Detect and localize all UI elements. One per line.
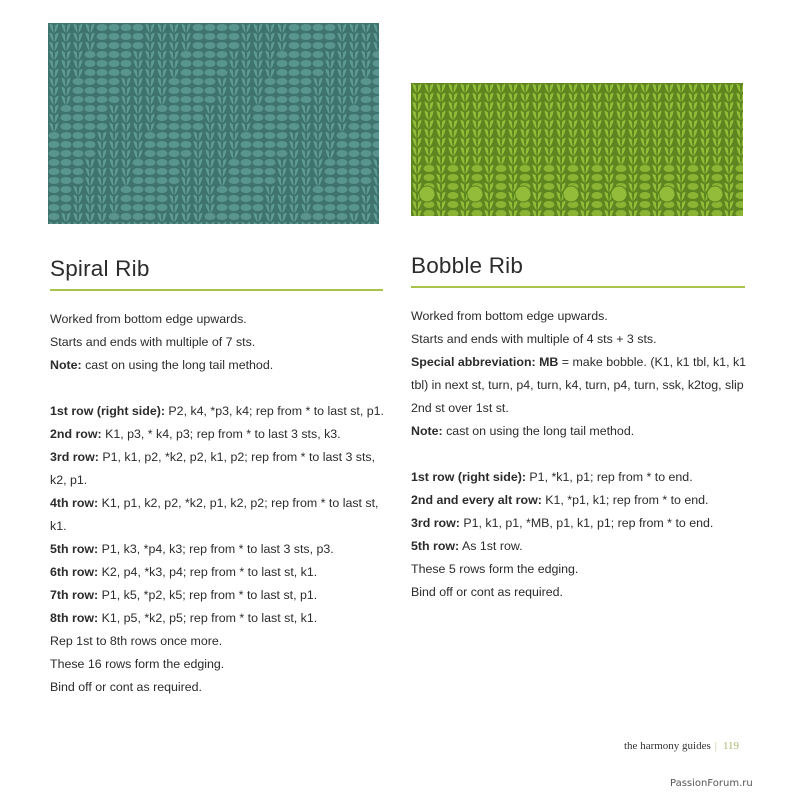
spiral-rows-line: [50, 676, 385, 699]
bobble-intro-label: Note:: [411, 424, 443, 438]
page-number: 119: [722, 740, 740, 752]
spiral-rows-text: K1, p3, * k4, p3; rep from * to last 3 sts, k3.: [101, 427, 341, 441]
spiral-intro-label: Note:: [50, 358, 82, 372]
spiral-rows-text: P1, k3, *p4, k3; rep from * to last 3 sts, p3.: [98, 542, 334, 556]
bobble-intro-line: [411, 351, 751, 420]
bobble-intro-line: [411, 328, 751, 351]
spiral-rows-line: [50, 446, 385, 492]
bobble-rows-line: [411, 558, 751, 581]
spiral-rows-line: [50, 561, 385, 584]
spiral-rows-label: 5th row:: [50, 542, 99, 556]
bobble-rows-text: Bind off or cont as required.: [411, 585, 563, 599]
bobble-rows-line: [411, 466, 751, 489]
bobble-rib-swatch-image: [411, 83, 743, 216]
bobble-rib-title-rule: [411, 286, 745, 288]
bobble-intro-text: Worked from bottom edge upwards.: [411, 309, 608, 323]
bobble-rib-instructions: [411, 305, 751, 604]
spiral-rows-label: 8th row:: [50, 611, 99, 625]
bobble-rows-line: [411, 535, 751, 558]
spiral-rows-text: P1, k5, *p2, k5; rep from * to last st, p1.: [98, 588, 318, 602]
bobble-rows-line: [411, 581, 751, 604]
spiral-rows-line: [50, 423, 385, 446]
spiral-rows-label: 6th row:: [50, 565, 99, 579]
spiral-rib-title-rule: [50, 289, 383, 291]
bobble-intro-text: = make bobble. (K1, k1 tbl, k1, k1 tbl) in next st, turn, p4, turn, k4, turn, p4, turn, ssk, k2tog, slip 2nd st over 1st st.: [411, 355, 747, 415]
bobble-intro-text: cast on using the long tail method.: [442, 424, 635, 438]
watermark: PassionForum.ru: [670, 778, 753, 789]
spiral-intro-text: Worked from bottom edge upwards.: [50, 312, 247, 326]
spiral-rows-text: These 16 rows form the edging.: [50, 657, 225, 671]
paragraph-gap: [50, 377, 385, 400]
spiral-rows-line: [50, 653, 385, 676]
bobble-rows-text: P1, *k1, p1; rep from * to end.: [525, 470, 693, 484]
bobble-rows-text: P1, k1, p1, *MB, p1, k1, p1; rep from * to end.: [459, 516, 714, 530]
bobble-rows-text: These 5 rows form the edging.: [411, 562, 579, 576]
bobble-rows-line: [411, 489, 751, 512]
footer-separator: |: [714, 740, 717, 752]
spiral-rib-title: Spiral Rib: [50, 256, 150, 281]
spiral-intro-line: [50, 354, 385, 377]
book-title: the harmony guides: [624, 740, 711, 752]
spiral-intro-line: [50, 308, 385, 331]
spiral-rows-line: [50, 400, 385, 423]
bobble-rows-label: 1st row (right side):: [411, 470, 526, 484]
spiral-intro-text: cast on using the long tail method.: [81, 358, 274, 372]
spiral-rows-line: [50, 538, 385, 561]
bobble-rib-title: Bobble Rib: [411, 253, 524, 278]
bobble-rows-text: As 1st row.: [459, 539, 523, 553]
bobble-rows-text: K1, *p1, k1; rep from * to end.: [541, 493, 709, 507]
spiral-rows-label: 4th row:: [50, 496, 99, 510]
spiral-rows-text: K1, p1, k2, p2, *k2, p1, k2, p2; rep from * to last st, k1.: [50, 496, 379, 533]
spiral-rib-swatch-image: [48, 23, 379, 224]
spiral-rows-label: 7th row:: [50, 588, 99, 602]
bobble-intro-line: [411, 305, 751, 328]
spiral-rib-instructions: [50, 308, 385, 699]
spiral-rows-line: [50, 584, 385, 607]
bobble-intro-text: Starts and ends with multiple of 4 sts + 3 sts.: [411, 332, 657, 346]
page-footer: [624, 740, 739, 752]
spiral-intro-line: [50, 331, 385, 354]
spiral-rows-label: 1st row (right side):: [50, 404, 165, 418]
spiral-rows-text: K2, p4, *k3, p4; rep from * to last st, k1.: [98, 565, 318, 579]
spiral-rows-text: Bind off or cont as required.: [50, 680, 202, 694]
bobble-rows-line: [411, 512, 751, 535]
spiral-rows-label: 2nd row:: [50, 427, 102, 441]
spiral-rows-text: P2, k4, *p3, k4; rep from * to last st, p1.: [164, 404, 384, 418]
bobble-intro-line: [411, 420, 751, 443]
spiral-rows-text: P1, k1, p2, *k2, p2, k1, p2; rep from * to last 3 sts, k2, p1.: [50, 450, 376, 487]
spiral-intro-text: Starts and ends with multiple of 7 sts.: [50, 335, 256, 349]
spiral-rows-text: K1, p5, *k2, p5; rep from * to last st, k1.: [98, 611, 318, 625]
spiral-rows-line: [50, 607, 385, 630]
bobble-rows-label: 2nd and every alt row:: [411, 493, 542, 507]
bobble-intro-label: Special abbreviation: MB: [411, 355, 559, 369]
bobble-rows-label: 5th row:: [411, 539, 460, 553]
paragraph-gap: [411, 443, 751, 466]
spiral-rows-label: 3rd row:: [50, 450, 99, 464]
bobble-rows-label: 3rd row:: [411, 516, 460, 530]
spiral-rows-line: [50, 630, 385, 653]
spiral-rows-line: [50, 492, 385, 538]
spiral-rows-text: Rep 1st to 8th rows once more.: [50, 634, 223, 648]
